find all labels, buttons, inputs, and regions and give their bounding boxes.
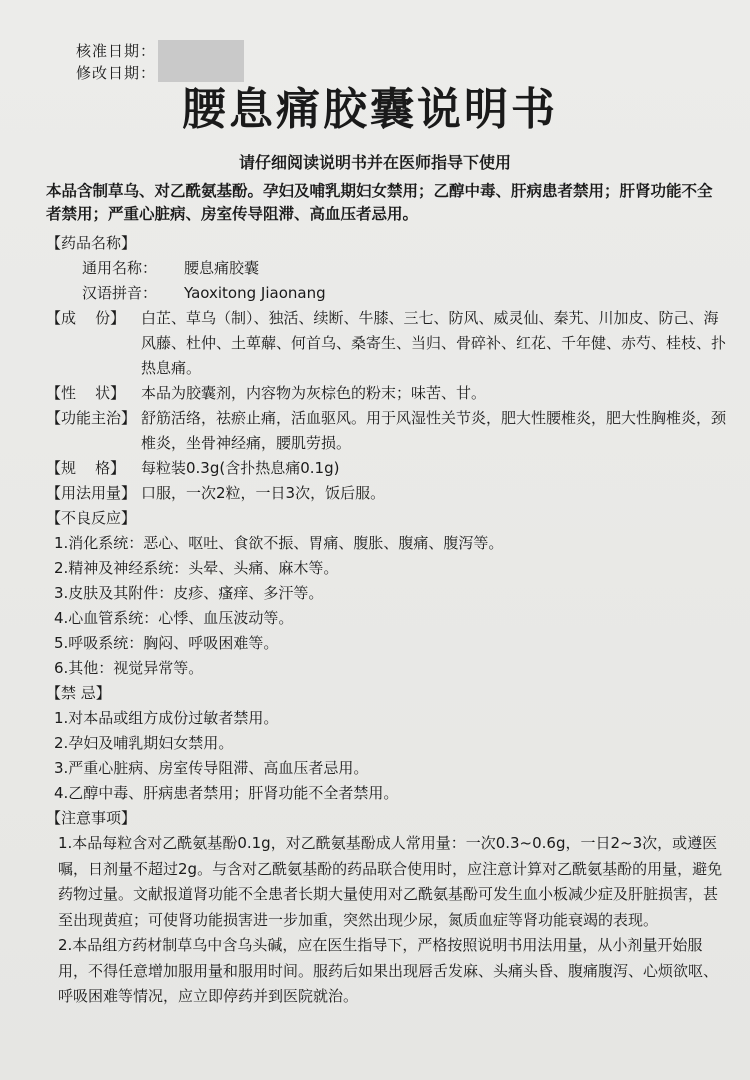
generic-name-value: 腰息痛胶囊	[184, 259, 260, 277]
warning-text: 本品含制草乌、对乙酰氨基酚。孕妇及哺乳期妇女禁用；乙醇中毒、肝病患者禁用；肝肾功能不全者禁用；严重心脏病、房室传导阻滞、高血压者忌用。	[46, 182, 713, 223]
adverse-item: 2.精神及神经系统：头晕、头痛、麻木等。	[54, 559, 339, 577]
leaflet-content	[46, 231, 726, 1010]
properties-value: 本品为胶囊剂，内容物为灰棕色的粉末；味苦、甘。	[141, 384, 487, 402]
precaution-item: 1.本品每粒含对乙酰氨基酚0.1g，对乙酰氨基酚成人常用量：一次0.3~0.6g，一日2~3次，或遵医嘱，日剂量不超过2g。与含对乙酰氨基酚的药品联合使用时，应注意计算对乙酰氨基酚的用量，避免药物过量。文献报道肾功能不全患者长期大量使用对乙酰氨基酚可发生血小板减少症及肝脏损害，甚至出现黄疸；可使肾功能损害进一步加重，突然出现少尿，氮质血症等肾功能衰竭的表现。	[58, 834, 723, 929]
adverse-item: 1.消化系统：恶心、呕吐、食欲不振、胃痛、腹胀、腹痛、腹泻等。	[54, 534, 504, 552]
ingredients-value: 白芷、草乌（制）、独活、续断、牛膝、三七、防风、威灵仙、秦艽、川加皮、防己、海风藤、杜仲、土萆薢、何首乌、桑寄生、当归、骨碎补、红花、千年健、赤芍、桂枝、扑热息痛。	[141, 309, 727, 377]
revision-date-label: 修改日期：	[76, 64, 157, 82]
drug-name-header: 【药品名称】	[46, 234, 137, 252]
dosage-value: 口服，一次2粒，一日3次，饭后服。	[141, 484, 386, 502]
indications-value: 舒筋活络，祛瘀止痛，活血驱风。用于风湿性关节炎，肥大性腰椎炎，肥大性胸椎炎，颈椎炎，坐骨神经痛，腰肌劳损。	[141, 409, 727, 452]
dates-block	[76, 40, 156, 84]
generic-name-row	[46, 256, 726, 281]
dosage-row	[46, 481, 726, 506]
redacted-dates	[158, 40, 244, 82]
indications-row	[46, 406, 726, 456]
ingredients-label: 【成 份】	[46, 309, 126, 327]
adverse-header: 【不良反应】	[46, 509, 137, 527]
precaution-item: 2.本品组方药材制草乌中含乌头碱，应在医生指导下，严格按照说明书用法用量，从小剂量开始服用，不得任意增加服用量和服用时间。服药后如果出现唇舌发麻、头痛头昏、腹痛腹泻、心烦欲呕、呼吸困难等情况，应立即停药并到医院就治。	[58, 936, 719, 1005]
pinyin-value: Yaoxitong Jiaonang	[184, 284, 326, 302]
dosage-label: 【用法用量】	[46, 484, 137, 502]
indications-label: 【功能主治】	[46, 409, 137, 427]
document-title: 腰息痛胶囊说明书	[182, 84, 558, 135]
adverse-item: 6.其他：视觉异常等。	[54, 659, 204, 677]
precautions-header: 【注意事项】	[46, 809, 137, 827]
adverse-item: 5.呼吸系统：胸闷、呼吸困难等。	[54, 634, 279, 652]
specification-label: 【规 格】	[46, 459, 126, 477]
specification-row	[46, 456, 726, 481]
contraindication-item: 1.对本品或组方成份过敏者禁用。	[54, 709, 279, 727]
generic-name-label: 通用名称：	[82, 259, 158, 277]
adverse-item: 4.心血管系统：心悸、血压波动等。	[54, 609, 294, 627]
contraindication-item: 2.孕妇及哺乳期妇女禁用。	[54, 734, 234, 752]
pinyin-row	[46, 281, 726, 306]
specification-value: 每粒装0.3g(含扑热息痛0.1g)	[141, 459, 340, 477]
contraindications-header: 【禁 忌】	[46, 684, 111, 702]
document-subtitle: 请仔细阅读说明书并在医师指导下使用	[238, 153, 511, 172]
contraindication-item: 4.乙醇中毒、肝病患者禁用；肝肾功能不全者禁用。	[54, 784, 399, 802]
approval-date-label: 核准日期：	[76, 42, 157, 60]
ingredients-row	[46, 306, 726, 381]
pinyin-label: 汉语拼音：	[82, 284, 158, 302]
properties-row	[46, 381, 726, 406]
contraindication-item: 3.严重心脏病、房室传导阻滞、高血压者忌用。	[54, 759, 369, 777]
adverse-item: 3.皮肤及其附件：皮疹、瘙痒、多汗等。	[54, 584, 324, 602]
properties-label: 【性 状】	[46, 384, 126, 402]
